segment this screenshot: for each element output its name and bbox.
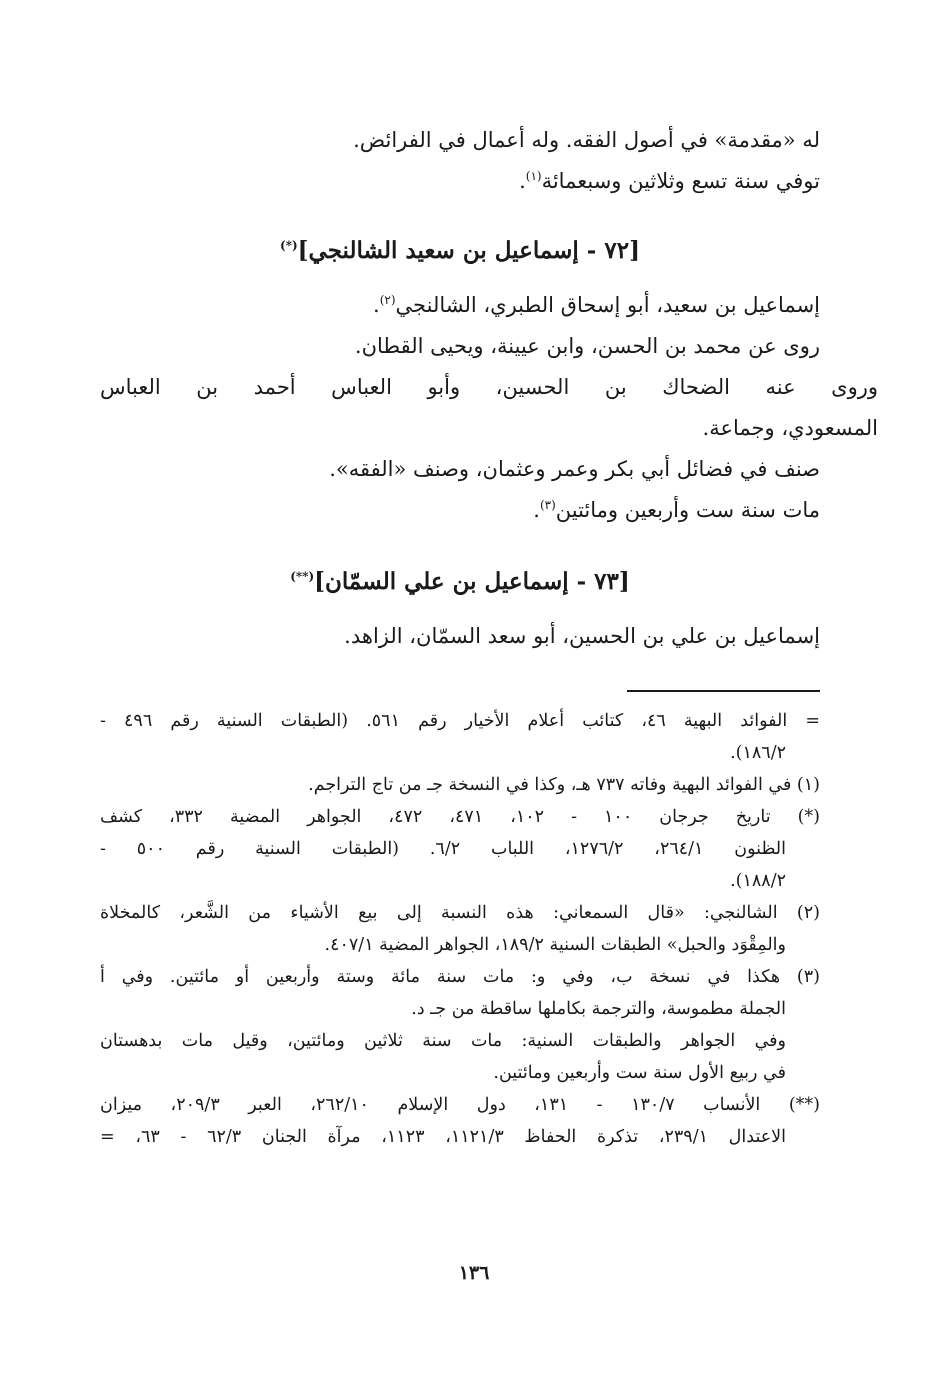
footnote-2: (٢) الشالنجي: «قال السمعاني: هذه النسبة إلى بيع الأشياء من الشَّعر، كالمخلاة [100,903,820,923]
footnote-marker: (*) [280,238,298,253]
footnote-marker: (**) [290,569,315,584]
footnote-line: والمِقْوَد والحبل» الطبقات السنية ١٨٩/٢، الجواهر المضية ٤٠٧/١. [324,935,786,955]
text-line: صنف في فضائل أبي بكر وعمر وعثمان، وصنف «الفقه». [329,457,820,481]
text-line: إسماعيل بن سعيد، أبو إسحاق الطبري، الشالنجي$^{(٢)}$. [373,293,820,317]
entry-heading-73: [٧٣ - إسماعيل بن علي السمّان](**) [290,568,630,595]
footnote-line: ١٨٦/٢). [730,743,786,763]
footnote-marker: (٢) [379,293,396,307]
main-text [100,120,878,657]
footnotes [100,705,820,1153]
footnote-line: الظنون ٢٦٤/١، ١٢٧٦/٢، اللباب ٦/٢. (الطبقات السنية رقم ٥٠٠ - [100,839,786,859]
footnote-line: الاعتدال ٢٣٩/١، تذكرة الحفاظ ١١٢١/٣، ١١٢٣، مرآة الجنان ٦٢/٣ - ٦٣، = [100,1127,787,1147]
footnote-marker: (٣) [539,498,556,512]
page-number: ١٣٦ [458,1262,490,1284]
footnote-line: الجملة مطموسة، والترجمة بكاملها ساقطة من جـ د. [411,999,786,1019]
text-line: روى عن محمد بن الحسن، وابن عيينة، ويحيى القطان. [354,334,820,358]
footnote-line: = الفوائد البهية ٤٦، كتائب أعلام الأخيار رقم ٥٦١. (الطبقات السنية رقم ٤٩٦ - [100,711,820,731]
text-line: له «مقدمة» في أصول الفقه. وله أعمال في الفرائض. [353,128,820,152]
entry-heading-72: [٧٢ - إسماعيل بن سعيد الشالنجي](*) [280,237,640,264]
footnote-1: (١) في الفوائد البهية وفاته ٧٣٧ هـ، وكذا في النسخة جـ من تاج التراجم. [308,775,820,795]
footnote-line: ١٨٨/٢). [730,871,786,891]
footnote-double-star: (**) الأنساب ١٣٠/٧ - ١٣١، دول الإسلام ٢٦٢/١٠، العبر ٢٠٩/٣، ميزان [100,1095,820,1115]
text-line: إسماعيل بن علي بن الحسين، أبو سعد السمّان، الزاهد. [344,624,820,648]
text-line: توفي سنة تسع وثلاثين وسبعمائة$^{(١)}$. [519,169,820,193]
text-line: المسعودي، وجماعة. [702,416,878,440]
text-line: وروى عنه الضحاك بن الحسين، وأبو العباس أحمد بن العباس [100,375,878,399]
footnote-line: وفي الجواهر والطبقات السنية: مات سنة ثلاثين ومائتين، وقيل مات بدهستان [100,1031,786,1051]
footnote-star: (*) تاريخ جرجان ١٠٠ - ١٠٢، ٤٧١، ٤٧٢، الجواهر المضية ٣٣٢، كشف [100,807,820,827]
text-line: مات سنة ست وأربعين ومائتين$^{(٣)}$. [533,498,820,522]
footnote-line: في ربيع الأول سنة ست وأربعين ومائتين. [493,1063,786,1083]
footnote-3: (٣) هكذا في نسخة ب، وفي و: مات سنة مائة وستة وأربعين أو مائتين. وفي أ [100,967,820,987]
footnote-marker: (١) [525,169,542,183]
footnote-separator [627,690,820,692]
